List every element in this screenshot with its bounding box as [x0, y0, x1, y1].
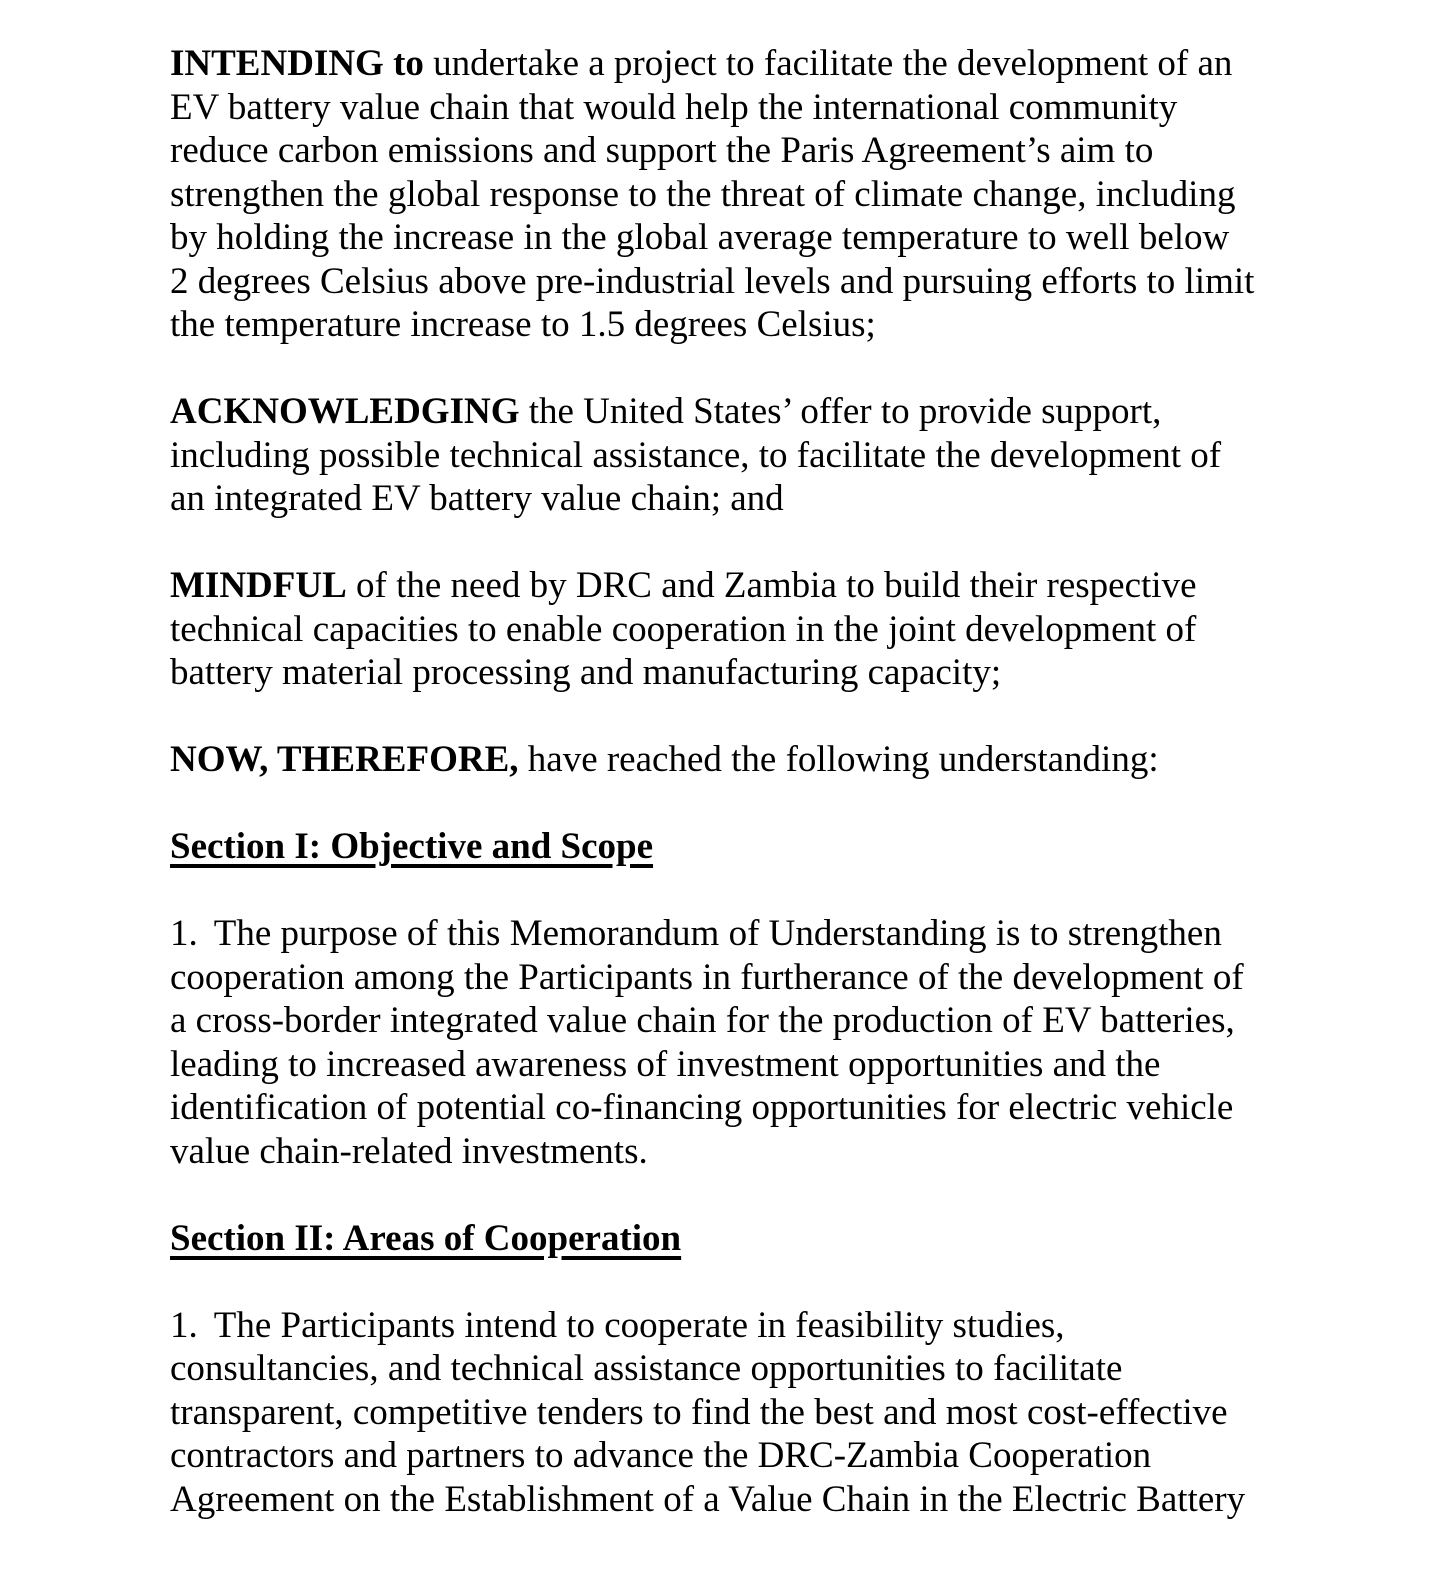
paragraph-section-2-item-1 — [170, 1304, 1256, 1522]
heading-section-2-text: Section II: Areas of Cooperation — [170, 1217, 682, 1259]
heading-section-1 — [170, 825, 1256, 869]
paragraph-now-therefore-lead: NOW, THEREFORE, — [170, 739, 519, 780]
list-number: 1. — [170, 1304, 198, 1346]
paragraph-intending-lead: INTENDING to — [170, 43, 424, 84]
paragraph-section-1-item-1-body: The purpose of this Memorandum of Understanding is to strengthen cooperation among the Participants in furtherance of the development of a cross-border integrated value chain for the production of EV batteries, leading to increased awareness of investment opportunities and the identification of potential co-financing opportunities for electric vehicle value chain-related investments. — [170, 913, 1244, 1172]
heading-section-1-text: Section I: Objective and Scope — [170, 826, 654, 867]
paragraph-intending-body: undertake a project to facilitate the development of an EV battery value chain that would help the international community reduce carbon emissions and support the Paris Agreement’s aim to strengthen the global response to the threat of climate change, including by holding the increase in the global average temperature to well below 2 degrees Celsius above pre-industrial levels and pursuing efforts to limit the temperature increase to 1.5 degrees Celsius; — [170, 43, 1255, 345]
paragraph-mindful — [170, 564, 1256, 695]
paragraph-section-2-item-1-body: The Participants intend to cooperate in feasibility studies, consultancies, and technical assistance opportunities to facilitate transparent, competitive tenders to find the best and most cost-effective contractors and partners to advance the DRC-Zambia Cooperation Agreement on the Establishment of a Value Chain in the Electric Battery — [170, 1304, 1246, 1520]
paragraph-section-1-item-1 — [170, 912, 1256, 1173]
list-number: 1. — [170, 913, 198, 954]
heading-section-2 — [170, 1217, 1256, 1261]
paragraph-mindful-lead: MINDFUL — [170, 565, 347, 606]
paragraph-acknowledging-body: the United States’ offer to provide support, including possible technical assistance, to facilitate the development of an integrated EV battery value chain; and — [170, 391, 1222, 519]
paragraph-now-therefore-body: have reached the following understanding: — [518, 739, 1159, 780]
paragraph-intending — [170, 42, 1256, 347]
paragraph-acknowledging-lead: ACKNOWLEDGING — [170, 391, 520, 432]
paragraph-mindful-body: of the need by DRC and Zambia to build their respective technical capacities to enable cooperation in the joint development of battery material processing and manufacturing capacity; — [170, 565, 1197, 693]
paragraph-now-therefore — [170, 738, 1256, 782]
paragraph-acknowledging — [170, 390, 1256, 521]
